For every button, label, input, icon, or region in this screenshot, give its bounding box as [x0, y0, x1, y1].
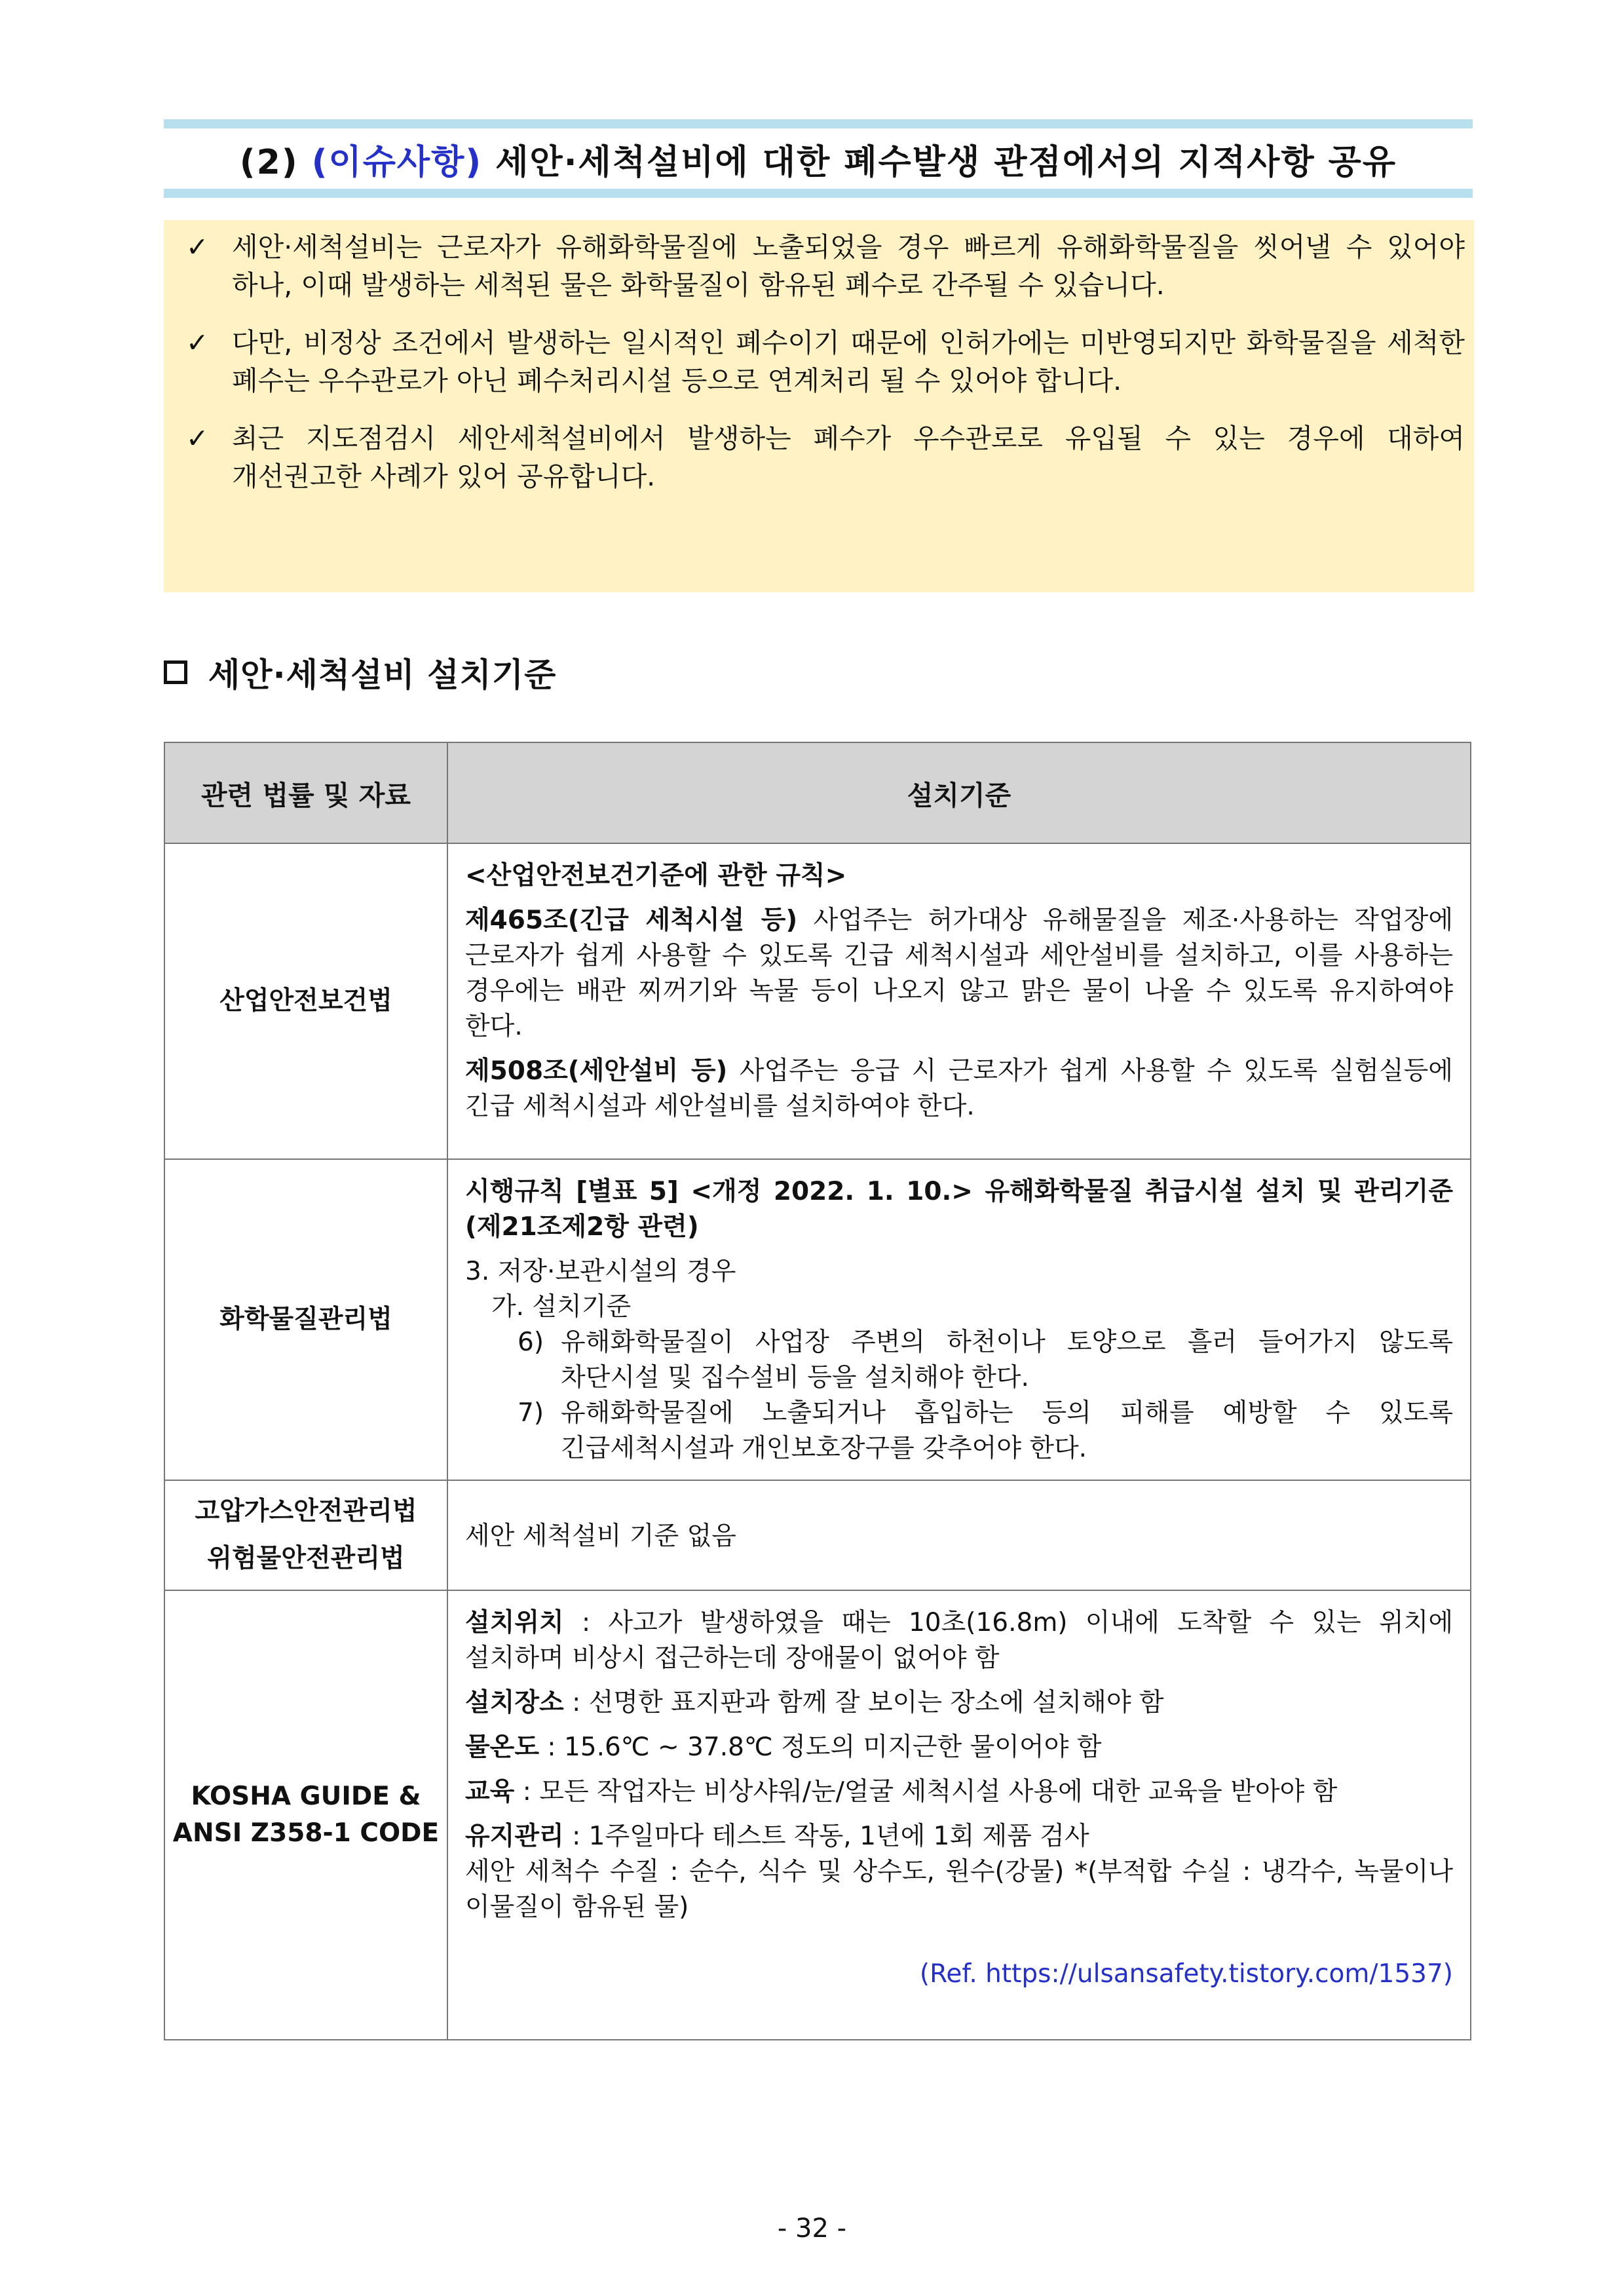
page-title — [240, 134, 1397, 183]
criteria-text: : 사고가 발생하였을 때는 10초(16.8m) 이내에 도착할 수 있는 위치에 설치하며 비상시 접근하는데 장애물이 없어야 함 — [465, 1608, 1453, 1673]
check-icon: ✓ — [186, 423, 209, 454]
article-text: 사업주는 허가대상 유해물질을 제조·사용하는 작업장에 근로자가 쉽게 사용할 수 있도록 긴급 세척시설과 세안설비를 설치하고, 이를 사용하는 경우에는 배관 찌꺼기와 녹물 등이 나오지 않고 맑은 물이 나올 수 있도록 유지하여야 한다. — [465, 906, 1453, 1041]
criteria-text: : 모든 작업자는 비상샤워/눈/얼굴 세척시설 사용에 대한 교육을 받아야 함 — [514, 1777, 1338, 1807]
law-name: ANSI Z358-1 CODE — [172, 1818, 440, 1848]
standard-text: 세안 세척설비 기준 없음 — [465, 1521, 736, 1551]
notice-item — [186, 228, 1465, 304]
article-title: 제465조(긴급 세척시설 등) — [465, 906, 798, 935]
section-title-text: 세안·세척설비 설치기준 — [208, 656, 557, 694]
rule-heading: <산업안전보건기준에 관한 규칙> — [465, 861, 847, 890]
standard-cell — [447, 843, 1471, 1159]
checkbox-square-icon — [164, 660, 187, 684]
criteria-label: 유지관리 — [465, 1822, 564, 1851]
article-paragraph — [465, 1054, 1453, 1124]
notice-text: 다만, 비정상 조건에서 발생하는 일시적인 폐수이기 때문에 인허가에는 미반영되지만 화학물질을 세척한 폐수는 우수관로가 아닌 폐수처리시설 등으로 연계처리 될 수 있어야 합니다. — [232, 327, 1465, 396]
law-cell: 화학물질관리법 — [164, 1159, 447, 1480]
notice-box — [164, 220, 1474, 592]
criteria-item — [465, 1730, 1453, 1765]
criteria-label: 교육 — [465, 1777, 515, 1807]
header-cell-standard: 설치기준 — [447, 742, 1471, 843]
table-header-row — [164, 742, 1471, 843]
rule-heading: 시행규칙 [별표 5] <개정 2022. 1. 10.> 유해화학물질 취급시설 설치 및 관리기준(제21조제2항 관련) — [465, 1177, 1453, 1242]
notice-item — [186, 419, 1465, 495]
table-row — [164, 1159, 1471, 1480]
article-paragraph — [465, 903, 1453, 1044]
article-text: 사업주는 응급 시 근로자가 쉽게 사용할 수 있도록 실험실등에 긴급 세척시설과 세안설비를 설치하여야 한다. — [465, 1056, 1453, 1121]
criteria-text: : 1주일마다 테스트 작동, 1년에 1회 제품 검사 — [563, 1822, 1089, 1851]
list-number: 7) — [518, 1398, 544, 1428]
table-row — [164, 843, 1471, 1159]
clause-line: 3. 저장·보관시설의 경우 — [465, 1257, 736, 1286]
list-number: 6) — [518, 1328, 544, 1357]
reference-link[interactable]: (Ref. https://ulsansafety.tistory.com/1537) — [919, 1959, 1453, 1989]
law-name: KOSHA GUIDE & — [191, 1782, 421, 1811]
criteria-item — [465, 1605, 1453, 1676]
list-item — [465, 1396, 1453, 1466]
title-tag: (이슈사항) — [311, 142, 483, 182]
check-icon: ✓ — [186, 231, 209, 263]
table-row — [164, 1590, 1471, 2040]
section-header — [164, 119, 1473, 198]
notice-text: 세안·세척설비는 근로자가 유해화학물질에 노출되었을 경우 빠르게 유해화학물질을 씻어낼 수 있어야 하나, 이때 발생하는 세척된 물은 화학물질이 함유된 폐수로 간주될 수 있습니다. — [232, 231, 1465, 301]
law-cell: 산업안전보건법 — [164, 843, 447, 1159]
law-name: 고압가스안전관리법 — [195, 1497, 417, 1526]
list-text: 유해화학물질에 노출되거나 흡입하는 등의 피해를 예방할 수 있도록 긴급세척시설과 개인보호장구를 갖추어야 한다. — [561, 1398, 1453, 1463]
standard-cell — [447, 1590, 1471, 2040]
criteria-label: 설치장소 — [465, 1688, 564, 1717]
title-main: 세안·세척설비에 대한 폐수발생 관점에서의 지적사항 공유 — [482, 142, 1397, 182]
article-title: 제508조(세안설비 등) — [465, 1056, 728, 1086]
notice-text: 최근 지도점검시 세안세척설비에서 발생하는 폐수가 우수관로로 유입될 수 있는 경우에 대하여 개선권고한 사례가 있어 공유합니다. — [232, 423, 1465, 492]
list-item — [465, 1325, 1453, 1396]
water-quality-text: 세안 세척수 수질 : 순수, 식수 및 상수도, 원수(강물) *(부적합 수실 : 냉각수, 녹물이나 이물질이 함유된 물) — [465, 1857, 1453, 1922]
clause-line: 가. 설치기준 — [491, 1292, 632, 1322]
header-cell-law: 관련 법률 및 자료 — [164, 742, 447, 843]
page-number: - 32 - — [777, 2213, 847, 2244]
criteria-label: 설치위치 — [465, 1608, 564, 1637]
criteria-text: : 15.6℃ ~ 37.8℃ 정도의 미지근한 물이어야 함 — [539, 1732, 1102, 1762]
standards-table — [164, 742, 1471, 2040]
law-cell — [164, 1480, 447, 1590]
law-name: 위험물안전관리법 — [207, 1544, 405, 1573]
section-title — [164, 649, 556, 696]
criteria-item — [465, 1685, 1453, 1721]
criteria-item — [465, 1819, 1453, 1854]
table-row — [164, 1480, 1471, 1590]
list-text: 유해화학물질이 사업장 주변의 하천이나 토양으로 흘러 들어가지 않도록 차단시설 및 집수설비 등을 설치해야 한다. — [561, 1328, 1453, 1392]
criteria-item — [465, 1774, 1453, 1810]
criteria-label: 물온도 — [465, 1732, 540, 1762]
title-prefix: (2) — [239, 142, 312, 182]
standard-cell — [447, 1159, 1471, 1480]
notice-item — [186, 324, 1465, 400]
standard-cell — [447, 1480, 1471, 1590]
check-icon: ✓ — [186, 327, 209, 358]
criteria-text: : 선명한 표지판과 함께 잘 보이는 장소에 설치해야 함 — [563, 1688, 1164, 1717]
law-cell — [164, 1590, 447, 2040]
